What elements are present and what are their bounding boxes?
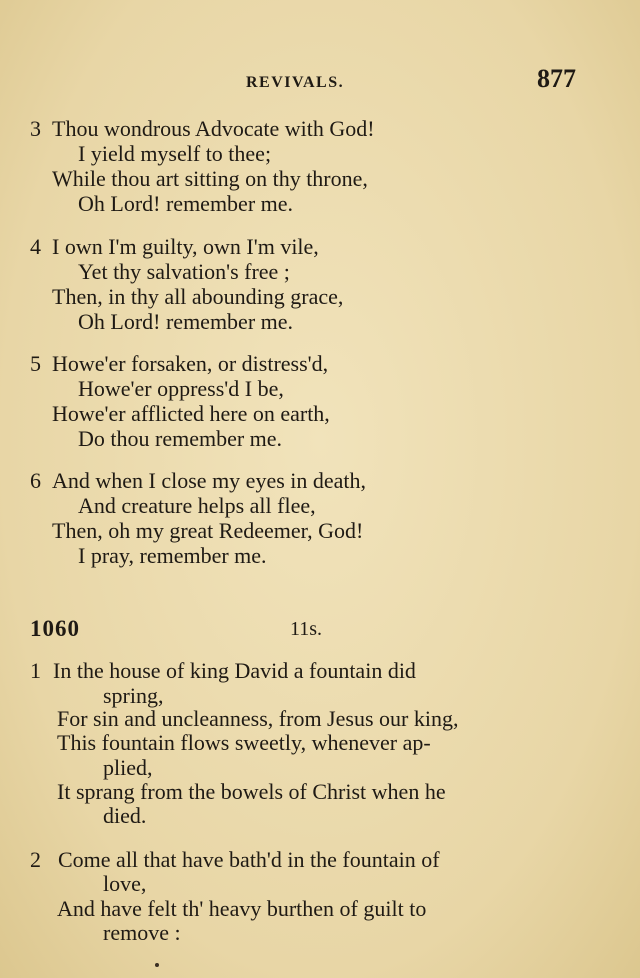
verse-line: Oh Lord! remember me.: [78, 309, 294, 334]
verse-number: 1: [30, 658, 41, 683]
verse-number: 3: [30, 116, 41, 141]
page-number: 877: [537, 64, 576, 93]
hymn-meter: 11s.: [290, 618, 323, 640]
verse-line: Howe'er oppress'd I be,: [78, 376, 284, 401]
verse-line: And have felt th' heavy burthen of guilt to: [57, 896, 427, 921]
verse-line: Then, in thy all abounding grace,: [52, 284, 344, 309]
verse-line: It sprang from the bowels of Christ when he: [57, 779, 446, 804]
ink-speck: [155, 963, 159, 967]
verse-line: died.: [103, 803, 147, 828]
verse-line: For sin and uncleanness, from Jesus our king,: [57, 706, 459, 731]
verse-number: 5: [30, 351, 41, 376]
verse-line: While thou art sitting on thy throne,: [52, 166, 368, 191]
verse-number: 4: [30, 234, 41, 259]
verse-line: Oh Lord! remember me.: [78, 191, 294, 216]
verse-line: I own I'm guilty, own I'm vile,: [52, 234, 319, 259]
verse-line: Thou wondrous Advocate with God!: [52, 116, 375, 141]
verse-line: love,: [103, 871, 147, 896]
verse-line: Yet thy salvation's free ;: [78, 259, 290, 284]
verse-line: And creature helps all flee,: [78, 493, 316, 518]
verse-number: 2: [30, 847, 41, 872]
verse-line: remove :: [103, 920, 181, 945]
verse-line: plied,: [103, 755, 153, 780]
verse-line: In the house of king David a fountain did: [53, 658, 416, 683]
verse-line: Howe'er afflicted here on earth,: [52, 401, 330, 426]
hymn-number: 1060: [30, 616, 80, 641]
verse-line: I pray, remember me.: [78, 543, 267, 568]
verse-line: And when I close my eyes in death,: [52, 468, 367, 493]
verse-line: This fountain flows sweetly, whenever ap-: [57, 730, 431, 755]
verse-line: Come all that have bath'd in the fountain of: [58, 847, 440, 872]
running-header: REVIVALS.: [246, 74, 345, 91]
verse-line: Do thou remember me.: [78, 426, 283, 451]
verse-line: spring,: [103, 683, 164, 708]
verse-line: Then, oh my great Redeemer, God!: [52, 518, 364, 543]
verse-line: Howe'er forsaken, or distress'd,: [52, 351, 329, 376]
verse-line: I yield myself to thee;: [78, 141, 272, 166]
verse-number: 6: [30, 468, 41, 493]
